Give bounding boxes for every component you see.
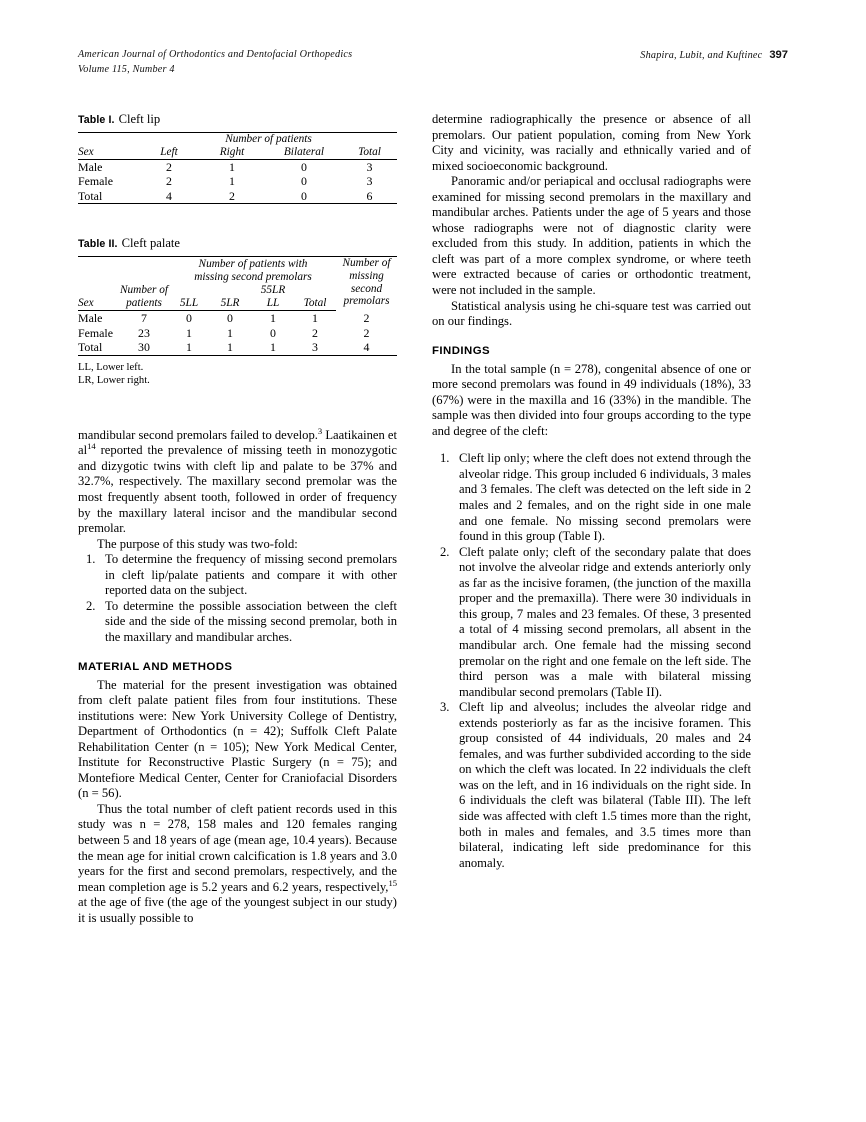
list-item-number: 2. bbox=[440, 544, 450, 559]
table-two-r2-c6: 4 bbox=[336, 340, 397, 355]
table-two-r1-c3: 1 bbox=[227, 325, 233, 340]
table-one-r1-c1: 2 bbox=[166, 174, 172, 189]
table-two-r0-c2: 0 bbox=[186, 311, 192, 326]
table-two-r0-c0: Male bbox=[78, 311, 103, 326]
running-head-authors: Shapira, Lubit, and Kuftinec bbox=[640, 50, 763, 61]
missing-l4: premolars bbox=[343, 295, 390, 308]
right-paragraph-4: In the total sample (n = 278), congenital absence of one or more second premolars was found in 49 individuals (18%), 33 (67%) were in the maxilla and 16 (33%) in the mandible. The sample was then divided into four groups according to the type and degree of the cleft: bbox=[432, 361, 751, 438]
table-one-col-total: Total bbox=[342, 146, 397, 160]
journal-volume: Volume 115, Number 4 bbox=[78, 63, 175, 75]
table-one-r1-c0: Female bbox=[78, 174, 113, 189]
table-two bbox=[78, 236, 397, 387]
table-two-r0-c1: 7 bbox=[141, 311, 147, 326]
right-paragraph-3: Statistical analysis using he chi-square test was carried out on our findings. bbox=[432, 298, 751, 329]
table-two-footnotes bbox=[78, 361, 397, 388]
table-two-r1-c4: 0 bbox=[270, 325, 276, 340]
table-one-title: Cleft lip bbox=[118, 112, 161, 126]
nop-l1: Number of bbox=[119, 284, 168, 297]
footnote-ll: LL, Lower left. bbox=[78, 362, 144, 374]
table-two-r0-c3: 0 bbox=[227, 311, 233, 326]
table-two-title: Cleft palate bbox=[121, 236, 181, 251]
table-one-grid bbox=[78, 132, 397, 204]
running-head-right-block bbox=[640, 48, 788, 64]
table-one-r0-c1: 2 bbox=[166, 159, 172, 174]
table-one-label: Table I. bbox=[78, 114, 115, 126]
table-one-r1-c4: 3 bbox=[366, 174, 373, 189]
table-one-col-sex: Sex bbox=[78, 146, 140, 160]
table-one-col-right: Right bbox=[198, 146, 266, 160]
nop-l2: patients bbox=[126, 297, 162, 310]
c55-l2: LL bbox=[266, 297, 280, 310]
table-two-col-number-of-patients bbox=[118, 283, 170, 310]
table-two-col-5lr: 5LR bbox=[208, 283, 252, 310]
right-column bbox=[432, 112, 751, 871]
left-objectives-list bbox=[78, 552, 397, 645]
table-two-col-55lrll bbox=[252, 283, 294, 310]
table-row bbox=[78, 340, 397, 355]
table-one-r0-c2: 1 bbox=[229, 159, 235, 174]
list-item-number: 1. bbox=[440, 451, 450, 466]
list-item-text: Cleft lip only; where the cleft does not extend through the alveolar ridge. This group included 6 individuals, 3 males and 3 females. The cleft was detected on the left side in 2 males and 2 females, and on the right side in one male and one female. No missing second premolars were found in this group (Table I). bbox=[459, 451, 751, 544]
table-two-col-total: Total bbox=[294, 283, 336, 310]
table-one-r1-c3: 0 bbox=[301, 174, 307, 189]
table-one bbox=[78, 112, 397, 204]
table-one-col-bilateral: Bilateral bbox=[266, 146, 342, 160]
list-item bbox=[78, 599, 397, 646]
list-item-number: 1. bbox=[86, 552, 96, 567]
lp1-a: mandibular second premolars failed to develop. bbox=[78, 427, 318, 442]
lp1-b: Laatikainen et al bbox=[78, 427, 398, 458]
table-two-r1-c6: 2 bbox=[363, 325, 370, 340]
table-two-r1-c1: 23 bbox=[138, 325, 150, 340]
table-two-r1-c2: 1 bbox=[186, 325, 192, 340]
table-two-label: Table II. bbox=[78, 238, 118, 251]
table-one-r2-c4: 6 bbox=[342, 189, 397, 204]
table-one-spanner: Number of patients bbox=[140, 133, 397, 146]
lp4-a: Thus the total number of cleft patient records used in this study was n = 278, 158 males and 120 females ranging between 5 and 18 years of age (mean age, 10.4 years). Because the mean age for initial crown calcification is 1.8 years and 3.0 years for the first and second premolars, respectively, and the mean completion age is 5.2 years and 6.2 years, respectively, bbox=[78, 801, 397, 894]
table-row bbox=[78, 326, 397, 341]
table-two-r0-c6: 2 bbox=[363, 311, 370, 326]
table-two-grid bbox=[78, 256, 397, 356]
lp4-ref15: 15 bbox=[388, 877, 397, 888]
table-row bbox=[78, 174, 397, 189]
spanner-l2: missing second premolars bbox=[194, 270, 312, 283]
missing-l3: second bbox=[350, 282, 383, 295]
footnote-lr: LR, Lower right. bbox=[78, 375, 150, 387]
table-two-spanner bbox=[170, 257, 336, 284]
list-item bbox=[78, 552, 397, 599]
table-two-r2-c4: 1 bbox=[252, 340, 294, 355]
table-one-header-row bbox=[78, 146, 397, 160]
running-head-journal-block bbox=[78, 48, 352, 77]
right-paragraph-1: determine radiographically the presence or absence of all premolars. Our patient population, coming from New York City and vicinity, was racially and ethnically varied and of mixed socioeconomic background. bbox=[432, 112, 751, 173]
table-two-spanner-row bbox=[78, 257, 397, 284]
list-item-text: To determine the frequency of missing second premolars in cleft lip/palate patients and compare it with other reported data on the subject. bbox=[105, 552, 397, 598]
missing-l2: missing bbox=[349, 269, 384, 282]
lp1-c: reported the prevalence of missing teeth in monozygotic and dizygotic twins with cleft lip and palate to be 37% and 32.7%, respectively. The maxillary second premolar was the most frequently absent tooth, followed in order of frequency by the maxillary lateral incisor and the mandibular second premolar. bbox=[78, 443, 397, 536]
table-one-r2-c0: Total bbox=[78, 189, 140, 204]
table-one-r2-c3: 0 bbox=[266, 189, 342, 204]
left-paragraph-2: The purpose of this study was two-fold: bbox=[97, 536, 298, 551]
journal-title: American Journal of Orthodontics and Dentofacial Orthopedics bbox=[78, 49, 353, 60]
c55-l1: 55LR bbox=[260, 284, 286, 297]
lp1-ref14: 14 bbox=[87, 441, 96, 452]
table-one-r0-c3: 0 bbox=[301, 159, 307, 174]
heading-material-and-methods: MATERIAL AND METHODS bbox=[78, 660, 233, 673]
table-two-r1-c5: 2 bbox=[312, 325, 318, 340]
table-two-r2-c2: 1 bbox=[170, 340, 208, 355]
right-paragraph-2: Panoramic and/or periapical and occlusal radiographs were examined for missing second premolars in the maxillary and mandibular arches. Patients under the age of 5 years and those whose radiographs were not of diagnostic clarity were excluded from this study. In addition, patients in which the cleft was part of a more complex syndrome, or where teeth were extracted because of caries or orthodontic treatment, were not included in the sample. bbox=[432, 174, 751, 298]
table-row bbox=[78, 189, 397, 204]
table-two-r1-c0: Female bbox=[78, 325, 113, 340]
table-two-r2-c5: 3 bbox=[294, 340, 336, 355]
table-two-col-5ll: 5LL bbox=[170, 283, 208, 310]
table-two-r0-c4: 1 bbox=[270, 311, 276, 326]
heading-findings: FINDINGS bbox=[432, 344, 491, 357]
table-row bbox=[78, 159, 397, 174]
table-one-r0-c4: 3 bbox=[366, 159, 373, 174]
left-paragraph-1 bbox=[78, 425, 398, 537]
table-one-r2-c2: 2 bbox=[198, 189, 266, 204]
list-item bbox=[432, 451, 751, 544]
lp4-b: at the age of five (the age of the youngest subject in our study) it is usually possible to bbox=[78, 895, 397, 925]
table-one-r2-c1: 4 bbox=[140, 189, 198, 204]
list-item-number: 3. bbox=[440, 700, 450, 715]
table-two-col-sex: Sex bbox=[78, 283, 118, 310]
table-row bbox=[78, 311, 397, 326]
running-head bbox=[78, 48, 788, 82]
list-item-text: Cleft palate only; cleft of the secondary palate that does not involve the alveolar ridge and extends anteriorly only as far as the incisive foramen, (the junction of the maxilla proper and the premaxilla). There were 30 individuals in this group, 7 males and 23 females. Of these, 3 presented a total of 4 missing second premolars, all absent in the mandibular arch. One female had the missing second premolar on the right and one female on the left side. The third person was a male with bilateral missing mandibular second premolars (Table II). bbox=[459, 544, 751, 699]
list-item-number: 2. bbox=[86, 598, 96, 613]
left-paragraph-4 bbox=[78, 802, 397, 926]
table-one-spanner-row bbox=[78, 133, 397, 146]
table-two-r2-c0: Total bbox=[78, 340, 118, 355]
table-two-r0-c5: 1 bbox=[312, 311, 318, 326]
list-item bbox=[432, 700, 751, 871]
page-number: 397 bbox=[769, 49, 788, 61]
list-item-text: To determine the possible association between the cleft side and the side of the missing second premolar, both in the maxillary and mandibular arches. bbox=[105, 598, 397, 644]
missing-l1: Number of bbox=[342, 257, 391, 270]
table-one-r1-c2: 1 bbox=[229, 174, 235, 189]
list-item-text: Cleft lip and alveolus; includes the alveolar ridge and extends posteriorly as far as the incisive foramen. This group consisted of 44 individuals, 20 males and 24 females, and was further subdivided according to the side on which the cleft was located. In 22 individuals the cleft was on the left, and in 16 individuals on the right side. In 6 individuals the cleft was bilateral (Table III). The left side was affected with cleft 1.5 times more than the right, both in males and females, and 3.5 times more than bilateral, indicating left side predominance for this anomaly. bbox=[459, 700, 751, 870]
table-two-caption bbox=[78, 236, 397, 252]
right-groups-list bbox=[432, 451, 751, 871]
table-one-col-left: Left bbox=[140, 146, 198, 160]
spanner-l1: Number of patients with bbox=[198, 258, 308, 271]
table-one-caption bbox=[78, 112, 397, 128]
table-two-r2-c1: 30 bbox=[118, 340, 170, 355]
table-two-r2-c3: 1 bbox=[208, 340, 252, 355]
left-paragraph-3: The material for the present investigation was obtained from cleft palate patient files from four institutions. These institutions were: New York University College of Dentistry, Department of Orthodontics (n = 42); Suffolk Cleft Palate Rehabilitation Center (n = 105); New York Medical Center, Institute for Reconstructive Plastic Surgery (n = 75); and Montefiore Medical Center, Center for Craniofacial Disorders (n = 56). bbox=[78, 677, 397, 801]
table-one-r0-c0: Male bbox=[78, 159, 103, 174]
left-column bbox=[78, 112, 397, 926]
list-item bbox=[432, 545, 751, 700]
table-two-col-missing-premolars bbox=[336, 257, 397, 311]
lp1-ref3: 3 bbox=[317, 425, 323, 436]
